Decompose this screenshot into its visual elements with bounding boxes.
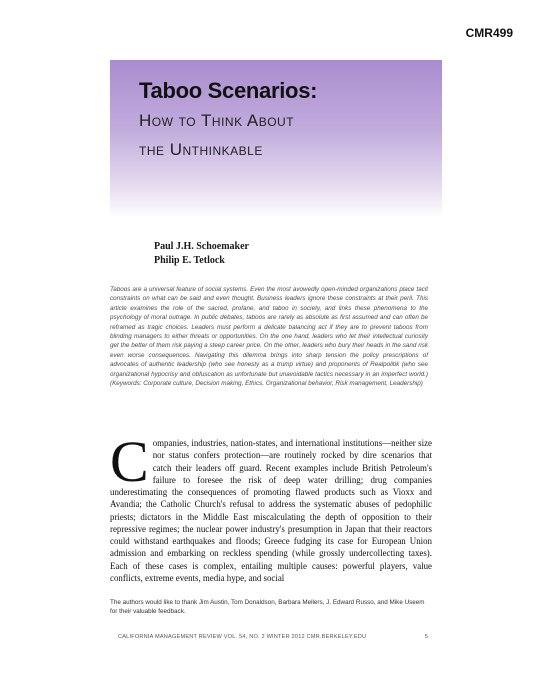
journal-info: CALIFORNIA MANAGEMENT REVIEW VOL. 54, NO. 2 WINTER 2012 CMR.BERKELEY.EDU xyxy=(118,634,367,640)
page-footer xyxy=(118,634,428,640)
article-subtitle-line-1: How to Think About xyxy=(139,111,295,130)
author-list xyxy=(154,240,249,268)
article-title: Taboo Scenarios: xyxy=(139,78,318,103)
author-name: Paul J.H. Schoemaker xyxy=(154,241,249,252)
abstract: Taboos are a universal feature of social systems. Even the most avowedly open-minded organizations place tacit constraints on what can be said and even thought. Business leaders ignore these constraints at their peril. This article examines the role of the sacred, profane, and taboo in society, and links these phenomena to the psychology of moral outrage. In public debates, taboos are rarely as absolute as first assumed and can often be reframed as tragic choices. Leaders must perform a delicate balancing act if they are to prevent taboos from blinding managers to either threats or opportunities. On the one hand, leaders who let their intellectual curiosity get the better of them risk paying a steep career price. On the other, leaders who bury their heads in the sand risk even worse consequences. Navigating this dilemma brings into sharp tension the policy prescriptions of advocates of authentic leadership (who see honesty as a trump virtue) and proponents of Realpolitik (who see organizational hypocrisy and obfuscation as unfortunate but unavoidable tactics necessary in an imperfect world.) (Keywords: Corporate culture, Decision making, Ethics, Organizational behavior, Risk management, Leadership) xyxy=(110,286,428,388)
body-paragraph xyxy=(110,429,432,584)
drop-cap: C xyxy=(110,429,149,494)
author-name: Philip E. Tetlock xyxy=(154,255,225,266)
document-code: CMR499 xyxy=(465,26,513,40)
page-number: 5 xyxy=(424,634,428,640)
acknowledgment-footnote: The authors would like to thank Jim Austin, Tom Donaldson, Barbara Mellers, J. Edward Russo, and Mike Useem for their valuable feedback. xyxy=(110,599,425,615)
article-subtitle-line-2: the Unthinkable xyxy=(139,140,263,159)
body-text: ompanies, industries, nation-states, and international institutions—neither size nor status confers protection—are routinely rocked by dire scenarios that catch their leaders off guard. Recent examples include British Petroleum's failure to foresee the risk of deep water drilling; drug companies underestimating the consequences of promoting flawed products such as Vioxx and Avandia; the Catholic Church's refusal to address the systematic abuses of pedophilic priests; dictators in the Middle East miscalculating the depth of opposition to their repressive regimes; the nuclear power industry's presumption in Japan that their reactors could withstand earthquakes and floods; Greece fudging its case for European Union admission and embarking on reckless spending (while grossly undercollecting taxes). Each of these cases is complex, entailing multiple causes: powerful players, value conflicts, extreme events, media hype, and social xyxy=(110,438,432,583)
